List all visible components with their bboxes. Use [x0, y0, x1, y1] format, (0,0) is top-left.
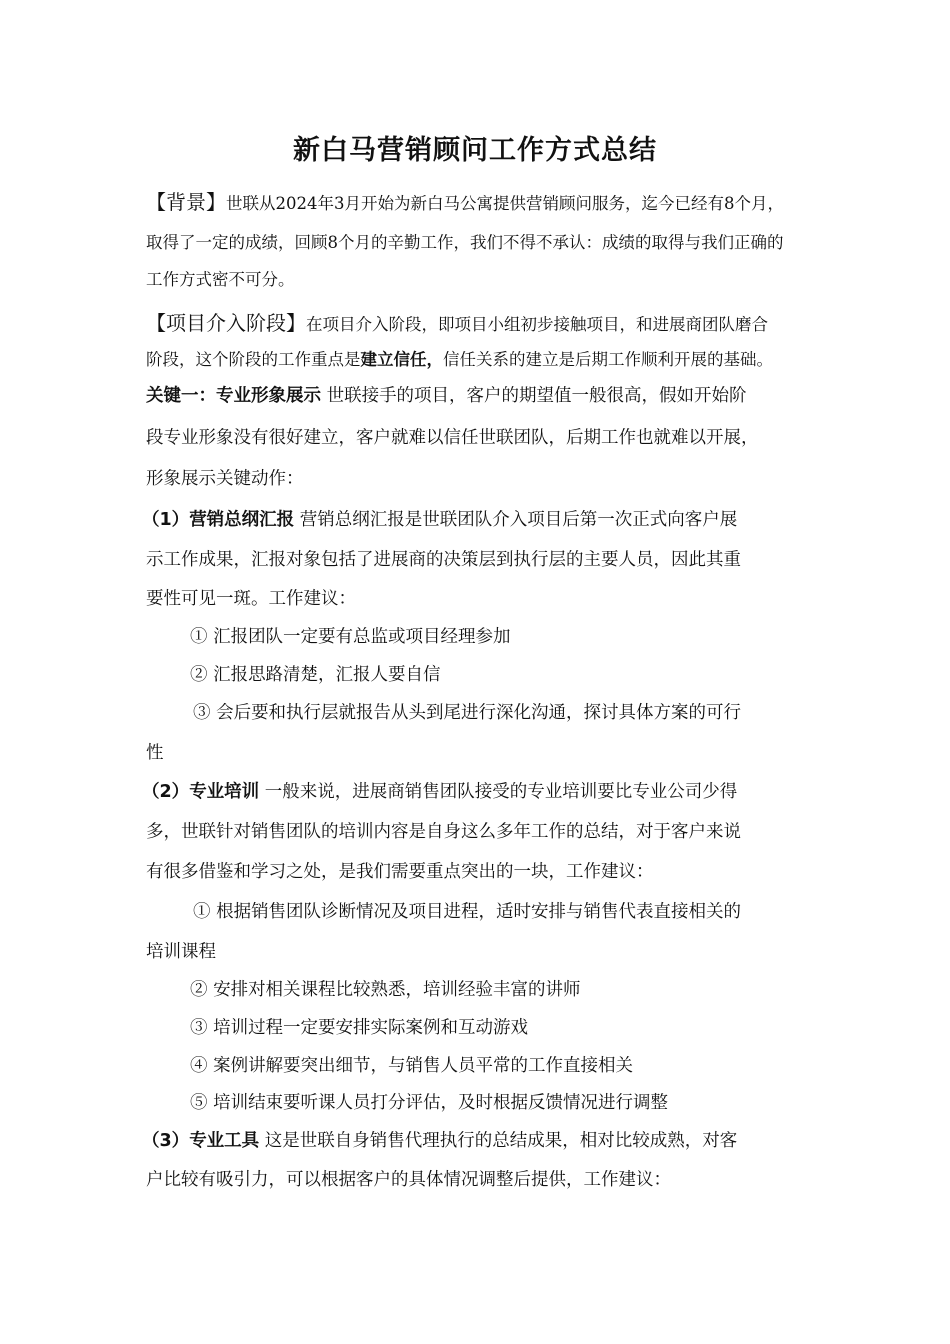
s1-item-tail: 性	[146, 743, 164, 763]
s2-item: ④ 案例讲解要突出细节，与销售人员平常的工作直接相关	[190, 1056, 634, 1076]
s1-text-1: 营销总纲汇报是世联团队介入项目后第一次正式向客户展	[294, 510, 738, 530]
key1-text-1: 世联接手的项目，客户的期望值一般很高，假如开始阶	[321, 386, 747, 406]
s2-item: ② 安排对相关课程比较熟悉，培训经验丰富的讲师	[190, 980, 581, 1000]
s1-line-3: 要性可见一斑。工作建议：	[146, 589, 356, 609]
s3-text-1: 这是世联自身销售代理执行的总结成果，相对比较成熟，对客	[259, 1131, 738, 1151]
s1-line-1	[142, 508, 822, 532]
background-text-1: 世联从2024年3月开始为新白马公寓提供营销顾问服务，迄今已经有8个月，	[226, 194, 784, 213]
s2-line-2: 多，世联针对销售团队的培训内容是自身这么多年工作的总结，对于客户来说	[146, 822, 741, 842]
intro-line-2	[146, 348, 826, 372]
background-line-3: 工作方式密不可分。	[146, 270, 295, 289]
s3-line-1	[142, 1129, 822, 1153]
s1-item: ② 汇报思路清楚，汇报人要自信	[190, 665, 441, 685]
key1-line-2: 段专业形象没有很好建立，客户就难以信任世联团队，后期工作也就难以开展，	[146, 428, 759, 448]
s2-item-tail: 培训课程	[146, 942, 216, 962]
intro-label: 【项目介入阶段】	[146, 311, 306, 335]
key1-line-3: 形象展示关键动作：	[146, 469, 304, 489]
s3-line-2: 户比较有吸引力，可以根据客户的具体情况调整后提供，工作建议：	[146, 1170, 671, 1190]
s1-label: 营销总纲汇报	[189, 510, 295, 530]
key1-label: 关键一：专业形象展示	[146, 386, 321, 406]
s3-num: （3）	[142, 1131, 190, 1151]
s2-line-1	[142, 780, 822, 804]
s1-line-2: 示工作成果，汇报对象包括了进展商的决策层到执行层的主要人员，因此其重	[146, 550, 741, 570]
s1-item: ③ 会后要和执行层就报告从头到尾进行深化沟通，探讨具体方案的可行	[193, 703, 742, 723]
s2-label: 专业培训	[189, 782, 260, 802]
s2-item: ⑤ 培训结束要听课人员打分评估，及时根据反馈情况进行调整	[190, 1093, 669, 1113]
intro-text-2a: 阶段，这个阶段的工作重点是	[146, 350, 361, 369]
document-title: 新白马营销顾问工作方式总结	[293, 135, 657, 166]
s2-line-3: 有很多借鉴和学习之处，是我们需要重点突出的一块，工作建议：	[146, 862, 654, 882]
intro-line-1	[146, 311, 826, 337]
s3-label: 专业工具	[189, 1131, 260, 1151]
s2-item: ③ 培训过程一定要安排实际案例和互动游戏	[190, 1018, 529, 1038]
s2-item: ① 根据销售团队诊断情况及项目进程，适时安排与销售代表直接相关的	[193, 902, 742, 922]
intro-text-1: 在项目介入阶段，即项目小组初步接触项目，和进展商团队磨合	[306, 315, 768, 334]
s1-item: ① 汇报团队一定要有总监或项目经理参加	[190, 627, 511, 647]
key1-line-1	[146, 384, 826, 408]
s1-num: （1）	[142, 510, 190, 530]
background-line-1	[146, 190, 826, 216]
background-line-2: 取得了一定的成绩，回顾8个月的辛勤工作，我们不得不承认：成绩的取得与我们正确的	[146, 233, 784, 252]
s2-text-1: 一般来说，进展商销售团队接受的专业培训要比专业公司少得	[259, 782, 738, 802]
background-label: 【背景】	[146, 190, 226, 214]
intro-text-2c: 信任关系的建立是后期工作顺利开展的基础。	[443, 350, 773, 369]
s2-num: （2）	[142, 782, 190, 802]
intro-emphasis: 建立信任，	[360, 350, 443, 369]
